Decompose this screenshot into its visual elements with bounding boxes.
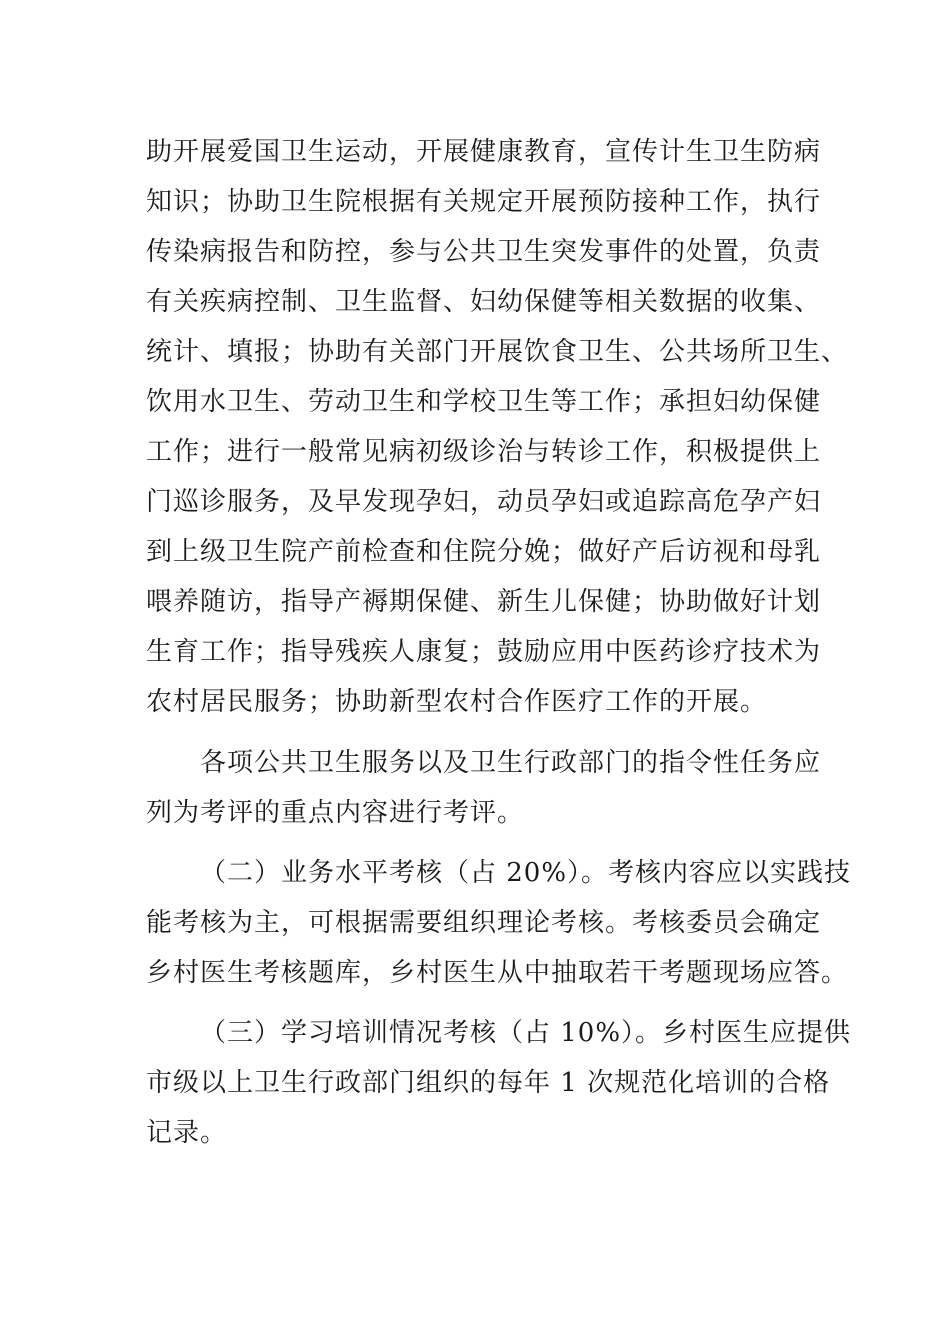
paragraph-line: 传染病报告和防控，参与公共卫生突发事件的处置，负责 [146, 237, 822, 267]
paragraph-line: 统计、填报；协助有关部门开展饮食卫生、公共场所卫生、 [146, 337, 849, 367]
paragraph-line: 乡村医生考核题库，乡村医生从中抽取若干考题现场应答。 [146, 958, 849, 988]
paragraph-line: 列为考评的重点内容进行考评。 [146, 798, 525, 828]
paragraph-line: 记录。 [146, 1118, 228, 1148]
paragraph-line: 市级以上卫生行政部门组织的每年 1 次规范化培训的合格 [146, 1068, 831, 1098]
paragraph-line: （三）学习培训情况考核（占 10%）。乡村医生应提供 [200, 1018, 852, 1048]
paragraph-line: 门巡诊服务，及早发现孕妇，动员孕妇或追踪高危孕产妇 [146, 487, 822, 517]
paragraph-line: 工作；进行一般常见病初级诊治与转诊工作，积极提供上 [146, 437, 822, 467]
paragraph-duties-continued [146, 127, 849, 727]
paragraph-line: 饮用水卫生、劳动卫生和学校卫生等工作；承担妇幼保健 [146, 387, 822, 417]
paragraph-line: 到上级卫生院产前检查和住院分娩；做好产后访视和母乳 [146, 537, 822, 567]
paragraph-line: 喂养随访，指导产褥期保健、新生儿保健；协助做好计划 [146, 587, 822, 617]
paragraph-professional-level [146, 848, 852, 998]
paragraph-line: 生育工作；指导残疾人康复；鼓励应用中医药诊疗技术为 [146, 637, 822, 667]
paragraph-line: 助开展爱国卫生运动，开展健康教育，宣传计生卫生防病 [146, 137, 822, 167]
paragraph-line: 各项公共卫生服务以及卫生行政部门的指令性任务应 [200, 748, 822, 778]
paragraph-line: 有关疾病控制、卫生监督、妇幼保健等相关数据的收集、 [146, 287, 822, 317]
paragraph-line: 知识；协助卫生院根据有关规定开展预防接种工作，执行 [146, 187, 822, 217]
paragraph-line: （二）业务水平考核（占 20%）。考核内容应以实践技 [200, 858, 852, 888]
paragraph-training-record [146, 1008, 852, 1158]
paragraph-line: 能考核为主，可根据需要组织理论考核。考核委员会确定 [146, 908, 822, 938]
paragraph-assessment-focus [146, 738, 836, 838]
paragraph-line: 农村居民服务；协助新型农村合作医疗工作的开展。 [146, 687, 768, 717]
